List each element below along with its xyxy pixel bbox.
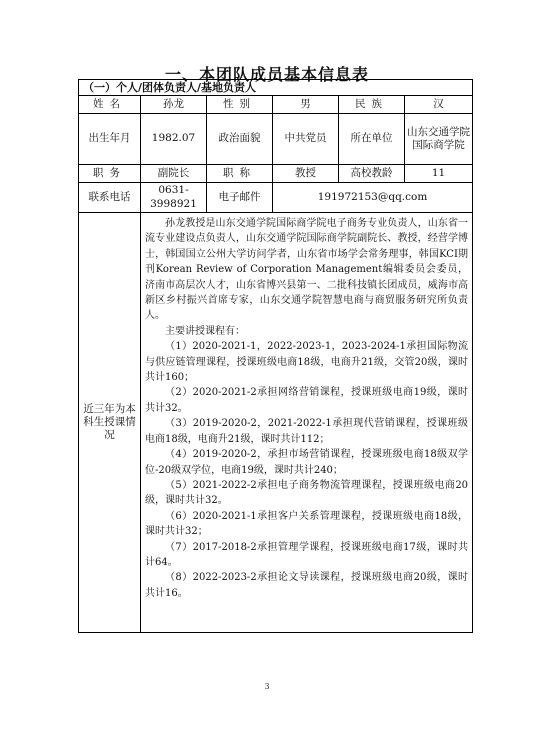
teaching-paragraph: （8）2022-2023-2承担论文导读课程，授课班级电商20级，课时共计16。: [145, 572, 469, 599]
teaching-content: [141, 213, 473, 633]
gender-label: 性别: [207, 96, 273, 114]
teaching-paragraph: （7）2017-2018-2承担管理学课程，授课班级电商17级，课时共计64。: [145, 541, 469, 568]
email-value: 191972153@qq.com: [273, 183, 473, 213]
unit-label: 所在单位: [339, 114, 405, 165]
table-row-birth: [79, 114, 473, 165]
teaching-paragraph: （2）2020-2021-2承担网络营销课程，授课班级电商19级，课时共计32。: [145, 387, 469, 414]
position-value: 副院长: [141, 165, 207, 183]
gender-value: 男: [273, 96, 339, 114]
teaching-age-label: 高校教龄: [339, 165, 405, 183]
position-label: 职务: [79, 165, 141, 183]
teaching-paragraph: （3）2019-2020-2，2021-2022-1承担现代营销课程，授课班级电商18级，电商升21级，课时共计112；: [145, 418, 469, 445]
table-row-position: [79, 165, 473, 183]
teaching-paragraph: 主要讲授课程有：: [165, 325, 245, 337]
name-label: 姓名: [79, 96, 141, 114]
page-title: 一、本团队成员基本信息表: [164, 65, 369, 84]
teaching-age-value: 11: [405, 165, 473, 183]
table-row-contact: [79, 183, 473, 213]
teaching-paragraph: 孙龙教授是山东交通学院国际商学院电子商务专业负责人，山东省一流专业建设点负责人，山东交通学院国际商学院副院长、教授，经营学博士，韩国国立公州大学访问学者，山东省市场学会常务理事，韩国KCI期刊Korean Review of Corporation Management编辑委员会委员，济南市高层次人才，山东省博兴县第一、二批科技镇长团成员，威海市高新区乡村振兴首席专家，山东交通学院智慧电商与商贸服务研究所负责人。: [145, 218, 469, 322]
member-info-table: [78, 79, 473, 633]
phone-label: 联系电话: [79, 183, 141, 213]
section-header: （一）个人/团体负责人/基地负责人: [79, 80, 473, 96]
name-value: 孙龙: [141, 96, 207, 114]
phone-value: 0631-3998921: [141, 183, 207, 213]
email-label: 电子邮件: [207, 183, 273, 213]
teaching-label: 近三年为本科生授课情况: [79, 213, 141, 633]
title-value: 教授: [273, 165, 339, 183]
title-label: 职称: [207, 165, 273, 183]
political-value: 中共党员: [273, 114, 339, 165]
birth-value: 1982.07: [141, 114, 207, 165]
birth-label: 出生年月: [79, 114, 141, 165]
table-row-teaching: [79, 213, 473, 633]
political-label: 政治面貌: [207, 114, 273, 165]
teaching-paragraph: （4）2019-2020-2，承担市场营销课程，授课班级电商18级双学位-20级双学位，电商19级，课时共计240；: [145, 449, 469, 476]
teaching-paragraph: （5）2021-2022-2承担电子商务物流管理课程，授课班级电商20级，课时共计32。: [145, 479, 469, 507]
teaching-paragraph: （1）2020-2021-1，2022-2023-1，2023-2024-1承担国际物流与供应链管理课程，授课班级电商18级，电商升21级，交管20级，课时共计160；: [145, 341, 469, 384]
page-number: 3: [264, 682, 270, 691]
teaching-paragraph: （6）2020-2021-1承担客户关系管理课程，授课班级电商18级，课时共计32；: [145, 510, 469, 538]
unit-value: 山东交通学院国际商学院: [405, 114, 473, 165]
table-row-name: [79, 96, 473, 114]
ethnicity-value: 汉: [405, 96, 473, 114]
ethnicity-label: 民族: [339, 96, 405, 114]
